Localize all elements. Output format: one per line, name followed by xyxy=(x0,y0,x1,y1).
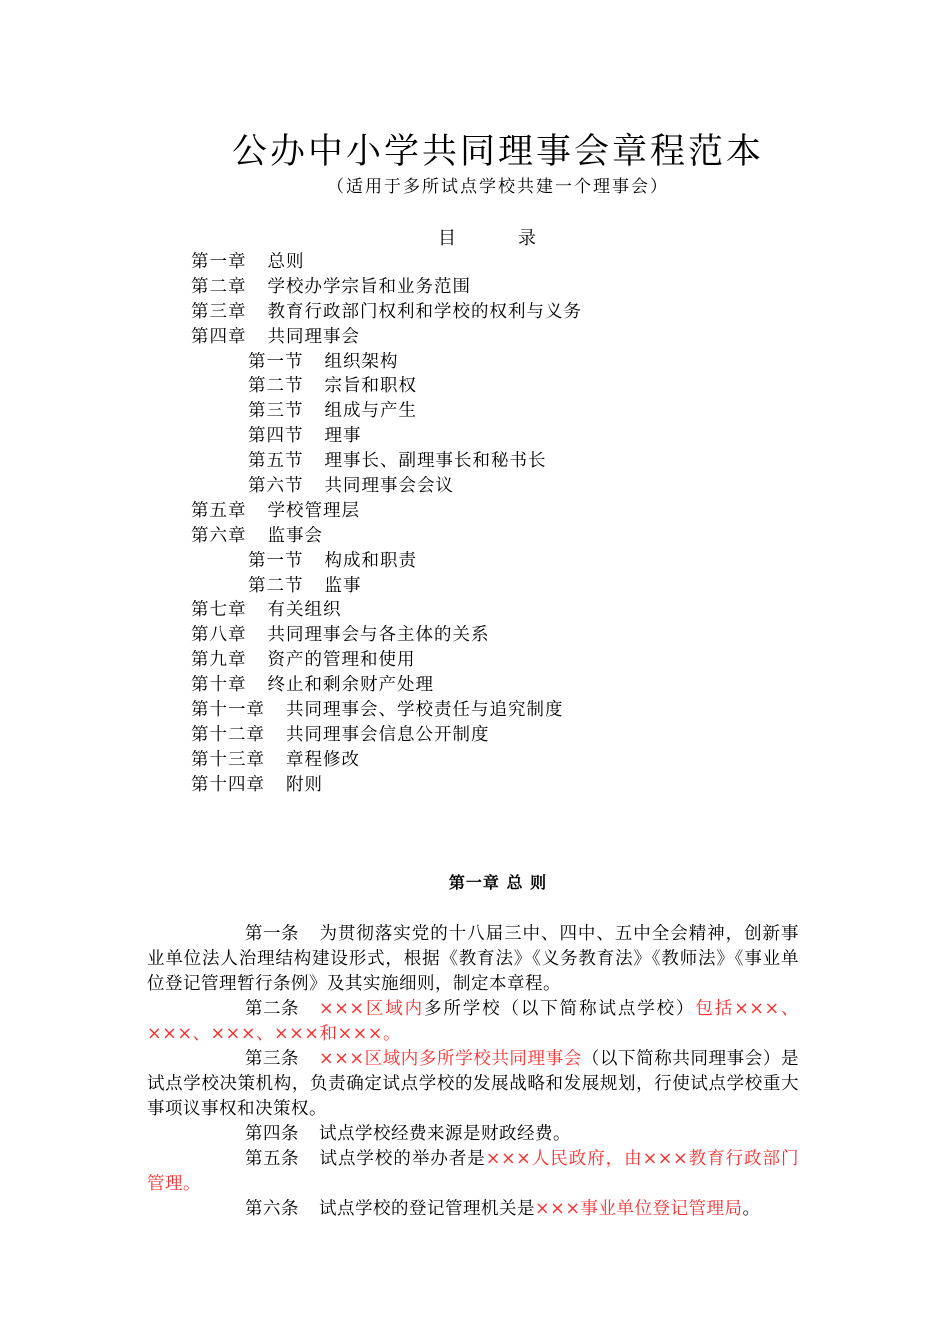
toc-item-title: 组织架构 xyxy=(324,351,399,372)
highlighted-text: ×××人民政府，由×××教育行政部门管理。 xyxy=(147,1149,800,1194)
article-paragraph xyxy=(147,1047,799,1122)
toc-item-title: 有关组织 xyxy=(267,600,342,621)
article-paragraph xyxy=(147,922,799,997)
article-label: 第一条 xyxy=(245,924,299,944)
toc-item-title: 共同理事会 xyxy=(267,326,360,347)
toc-item-number: 第六章 xyxy=(191,525,247,546)
toc-chapter-item xyxy=(191,524,582,549)
toc-item-number: 第五章 xyxy=(191,500,247,521)
highlighted-text: ×××区域内 xyxy=(319,999,425,1019)
toc-section-item xyxy=(191,350,582,375)
toc-item-number: 第一节 xyxy=(248,550,304,571)
toc-chapter-item xyxy=(191,250,582,275)
toc-section-item xyxy=(191,374,582,399)
article-text: 多所学校（以下简称试点学校） xyxy=(424,999,696,1019)
table-of-contents xyxy=(191,250,582,798)
highlighted-text: ×××事业单位登记管理局 xyxy=(535,1199,743,1219)
toc-item-title: 理事 xyxy=(324,426,362,447)
toc-item-title: 学校办学宗旨和业务范围 xyxy=(267,276,471,297)
toc-item-title: 理事长、副理事长和秘书长 xyxy=(324,451,547,472)
article-label: 第二条 xyxy=(245,999,299,1019)
toc-chapter-item xyxy=(191,325,582,350)
toc-item-title: 共同理事会信息公开制度 xyxy=(286,724,490,745)
toc-item-title: 资产的管理和使用 xyxy=(267,650,416,671)
article-text: （以下简称共同理事会）是试点学校决策机构，负责确定试点学校的发展战略和发展规划，行使试点学校重大事项议事权和决策权。 xyxy=(147,1049,799,1119)
article-text: 。 xyxy=(742,1199,761,1219)
toc-section-item xyxy=(191,549,582,574)
toc-item-number: 第四章 xyxy=(191,326,247,347)
toc-chapter-item xyxy=(191,623,582,648)
document-title: 公办中小学共同理事会章程范本 xyxy=(231,132,764,172)
toc-heading: 目 录 xyxy=(438,228,558,249)
toc-item-title: 教育行政部门权利和学校的权利与义务 xyxy=(267,301,582,322)
highlighted-text: 包括×××、×××、×××、×××和×××。 xyxy=(147,999,799,1044)
toc-item-number: 第三章 xyxy=(191,301,247,322)
article-text: 为贯彻落实党的十八届三中、四中、五中全会精神，创新事业单位法人治理结构建设形式，根据《教育法》《义务教育法》《教师法》《事业单位登记管理暂行条例》及其实施细则，制定本章程。 xyxy=(147,924,799,994)
toc-chapter-item xyxy=(191,748,582,773)
toc-item-title: 组成与产生 xyxy=(324,401,417,422)
toc-item-title: 监事会 xyxy=(267,525,323,546)
toc-item-number: 第四节 xyxy=(248,426,304,447)
toc-item-title: 终止和剩余财产处理 xyxy=(267,675,434,696)
toc-chapter-item xyxy=(191,499,582,524)
toc-chapter-item xyxy=(191,598,582,623)
article-label: 第三条 xyxy=(245,1049,299,1069)
highlighted-text: ×××区域内多所学校共同理事会 xyxy=(319,1049,582,1069)
chapter-body xyxy=(147,922,799,1222)
toc-chapter-item xyxy=(191,698,582,723)
toc-item-number: 第十一章 xyxy=(191,700,265,721)
toc-chapter-item xyxy=(191,648,582,673)
toc-item-number: 第六节 xyxy=(248,476,304,497)
article-paragraph xyxy=(147,997,799,1047)
toc-chapter-item xyxy=(191,300,582,325)
toc-item-number: 第八章 xyxy=(191,625,247,646)
toc-item-title: 学校管理层 xyxy=(267,500,360,521)
toc-item-number: 第一节 xyxy=(248,351,304,372)
toc-section-item xyxy=(191,449,582,474)
toc-chapter-item xyxy=(191,275,582,300)
toc-item-number: 第五节 xyxy=(248,451,304,472)
article-text: 试点学校的举办者是 xyxy=(319,1149,486,1169)
toc-item-number: 第二章 xyxy=(191,276,247,297)
toc-item-title: 共同理事会、学校责任与追究制度 xyxy=(286,700,564,721)
toc-item-number: 第三节 xyxy=(248,401,304,422)
toc-chapter-item xyxy=(191,723,582,748)
toc-section-item xyxy=(191,399,582,424)
toc-item-title: 宗旨和职权 xyxy=(324,376,417,397)
article-paragraph xyxy=(147,1197,799,1222)
toc-item-title: 章程修改 xyxy=(286,749,360,770)
article-paragraph xyxy=(147,1147,799,1197)
toc-item-number: 第十二章 xyxy=(191,724,265,745)
toc-item-title: 附则 xyxy=(286,774,323,795)
toc-item-title: 共同理事会与各主体的关系 xyxy=(267,625,490,646)
article-text: 试点学校经费来源是财政经费。 xyxy=(319,1124,571,1144)
toc-item-number: 第二节 xyxy=(248,376,304,397)
toc-item-number: 第十章 xyxy=(191,675,247,696)
toc-item-number: 第一章 xyxy=(191,252,247,272)
toc-item-title: 共同理事会会议 xyxy=(324,476,454,497)
article-label: 第六条 xyxy=(245,1199,299,1219)
toc-item-title: 监事 xyxy=(324,575,362,596)
toc-item-title: 构成和职责 xyxy=(324,550,417,571)
toc-item-number: 第二节 xyxy=(248,575,304,596)
toc-section-item xyxy=(191,574,582,599)
document-subtitle: （适用于多所试点学校共建一个理事会） xyxy=(327,177,669,197)
toc-item-number: 第十四章 xyxy=(191,774,265,795)
article-label: 第四条 xyxy=(245,1124,299,1144)
toc-item-number: 第九章 xyxy=(191,650,247,671)
chapter-heading: 第一章 总 则 xyxy=(448,873,548,892)
toc-chapter-item xyxy=(191,673,582,698)
toc-section-item xyxy=(191,424,582,449)
toc-chapter-item xyxy=(191,773,582,798)
article-text: 试点学校的登记管理机关是 xyxy=(319,1199,535,1219)
toc-item-number: 第七章 xyxy=(191,600,247,621)
article-paragraph xyxy=(147,1122,799,1147)
article-label: 第五条 xyxy=(245,1149,299,1169)
toc-item-number: 第十三章 xyxy=(191,749,265,770)
toc-item-title: 总则 xyxy=(267,252,305,272)
toc-section-item xyxy=(191,474,582,499)
